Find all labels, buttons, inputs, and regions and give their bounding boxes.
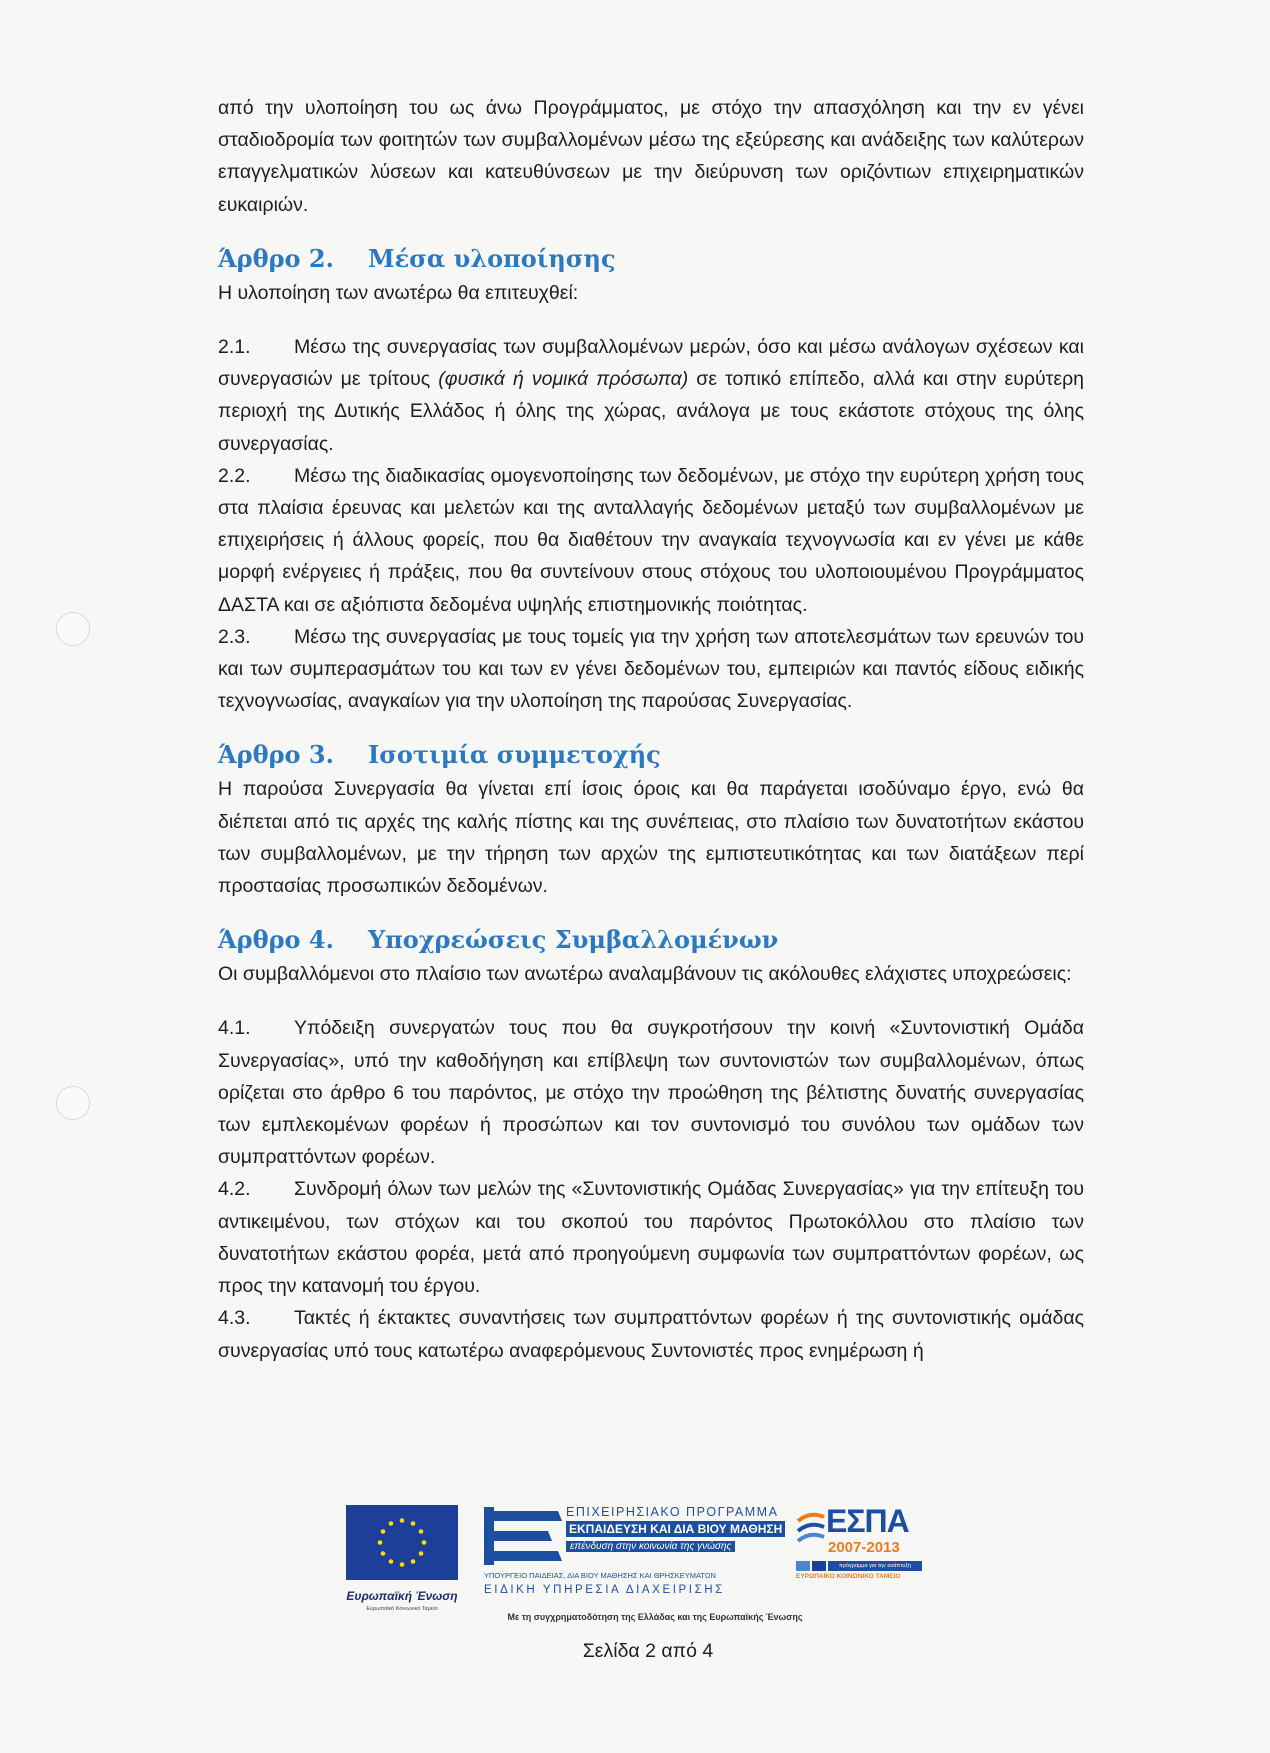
article-4-lead: Οι συμβαλλόμενοι στο πλαίσιο των ανωτέρω αναλαμβάνουν τις ακόλουθες ελάχιστες υποχρεώσεις: (218, 963, 1072, 986)
article-number: Άρθρο 3. (218, 740, 334, 770)
clause-4-3 (218, 1302, 1084, 1366)
article-title: Μέσα υλοποίησης (368, 243, 616, 273)
eu-flag-logo (346, 1505, 458, 1580)
article-title: Ισοτιμία συμμετοχής (368, 740, 661, 770)
clause-text: Μέσω της συνεργασίας με τους τομείς για την χρήση των αποτελεσμάτων των ερευνών του και των συμπερασμάτων του και των εν γένει δεδομένων του, εμπειριών και παντός είδους ειδικής τεχνογνωσίας, αναγκαίων για την υλοποίηση της παρούσας Συνεργασίας. (218, 625, 1084, 713)
program-name: ΕΚΠΑΙΔΕΥΣΗ ΚΑΙ ΔΙΑ ΒΙΟΥ ΜΑΘΗΣΗ (566, 1521, 785, 1537)
punch-hole-top (56, 612, 90, 646)
cofunding-note: Με τη συγχρηματοδότηση της Ελλάδας και της Ευρωπαϊκής Ένωσης (507, 1612, 803, 1622)
clause-2-3 (218, 621, 1084, 718)
espa-years: 2007-2013 (828, 1539, 900, 1556)
article-number: Άρθρο 2. (218, 243, 334, 273)
article-number: Άρθρο 4. (218, 925, 334, 955)
ministry-name: ΥΠΟΥΡΓΕΙΟ ΠΑΙΔΕΙΑΣ, ΔΙΑ ΒΙΟΥ ΜΑΘΗΣΗΣ ΚΑΙ ΘΡΗΣΚΕΥΜΑΤΩΝ (484, 1571, 716, 1580)
espa-bar-text: πρόγραμμα για την ανάπτυξη (828, 1561, 922, 1571)
clause-text: Τακτές ή έκτακτες συναντήσεις των συμπραττόντων φορέων ή της συντονιστικής ομάδας συνεργασίας υπό τους κατωτέρω αναφερόμενους Συντονιστές προς ενημέρωση ή (218, 1307, 1084, 1362)
clause-text: Υπόδειξη συνεργατών τους που θα συγκροτήσουν την κοινή «Συντονιστική Ομάδα Συνεργασίας», υπό την καθοδήγηση και επίβλεψη των συντονιστών των συμβαλλομένων, όπως ορίζεται στο άρθρο 6 του παρόντος, με στόχο την προώθηση της βέλτιστης δυνατής συνεργασίας των εμπλεκομένων φορέων ή προσώπων και τον συντονισμό του συνόλου των ομάδων των συμπραττόντων φορέων. (218, 1017, 1084, 1169)
page-number: Σελίδα 2 από 4 (582, 1640, 714, 1662)
clause-number: 4.3. (218, 1307, 251, 1330)
article-2-lead: Η υλοποίηση των ανωτέρω θα επιτευχθεί: (218, 281, 579, 304)
program-label: ΕΠΙΧΕΙΡΗΣΙΑΚΟ ΠΡΟΓΡΑΜΜΑ (566, 1505, 779, 1519)
espa-logo (796, 1505, 926, 1585)
article-3-text: Η παρούσα Συνεργασία θα γίνεται επί ίσοις όροις και θα παράγεται ισοδύναμο έργο, ενώ θα διέπεται από τις αρχές της καλής πίστης και της συνέπειας, στο πλαίσιο των δυνατοτήτων εκάστου των συμβαλλομένων, με την τήρηση των αρχών της εμπιστευτικότητας και των διατάξεων περί προστασίας προσωπικών δεδομένων. (218, 778, 1084, 898)
clause-number: 4.2. (218, 1178, 251, 1201)
clause-4-2 (218, 1173, 1084, 1302)
intro-paragraph: από την υλοποίηση του ως άνω Προγράμματος, με στόχο την απασχόληση και την εν γένει σταδιοδρομία των φοιτητών των συμβαλλομένων μέσω της εξεύρεσης και ανάδειξης των καλύτερων επαγγελματικών λύσεων και κατευθύνσεων με την διεύρυνση των οριζόντιων επιχειρηματικών ευκαιριών. (218, 97, 1084, 216)
espa-fund-name: ΕΥΡΩΠΑΪΚΟ ΚΟΙΝΩΝΙΚΟ ΤΑΜΕΙΟ (796, 1573, 901, 1580)
punch-hole-bottom (56, 1086, 90, 1120)
clause-text: Συνδρομή όλων των μελών της «Συντονιστικής Ομάδας Συνεργασίας» για την επίτευξη του αντικειμένου, των στόχων και του σκοπού του παρόντος Πρωτοκόλλου στο πλαίσιο των δυνατοτήτων εκάστου φορέα, μετά από προηγούμενη συμφωνία των συμπραττόντων φορέων, ως προς την κατανομή του έργου. (218, 1178, 1084, 1298)
managing-authority: ΕΙΔΙΚΗ ΥΠΗΡΕΣΙΑ ΔΙΑΧΕΙΡΙΣΗΣ (484, 1584, 725, 1596)
education-program-icon (484, 1507, 562, 1565)
article-3-heading (218, 737, 1084, 773)
article-title: Υποχρεώσεις Συμβαλλομένων (368, 925, 779, 955)
document-body (218, 92, 1084, 1367)
article-2-heading (218, 241, 1084, 277)
education-program-logo (484, 1505, 784, 1615)
funding-logos (346, 1505, 926, 1625)
clause-text: Μέσω της συνεργασίας των συμβαλλομένων μερών, όσο και μέσω ανάλογων σχέσεων και συνεργασιών με τρίτους (218, 336, 1084, 391)
eu-flag-icon (812, 1561, 826, 1571)
clause-text-italic: (φυσικά ή νομικά πρόσωπα) (438, 368, 689, 391)
article-4-heading (218, 922, 1084, 958)
clause-4-1 (218, 1012, 1084, 1173)
eu-name: Ευρωπαϊκή Ένωση (346, 1589, 458, 1603)
espa-name: ΕΣΠΑ (826, 1503, 909, 1539)
espa-bar (796, 1561, 922, 1571)
greek-flag-icon (796, 1561, 810, 1571)
clause-text: σε τοπικό επίπεδο, αλλά και στην ευρύτερη περιοχή της Δυτικής Ελλάδος ή όλης της χώρας, ανάλογα με τους εκάστοτε στόχους της όλης συνεργασίας. (218, 368, 1085, 455)
clause-number: 2.3. (218, 625, 251, 648)
clause-2-2 (218, 460, 1084, 621)
eu-fund-name: Ευρωπαϊκό Κοινωνικό Ταμείο (366, 1606, 438, 1612)
clause-number: 2.1. (218, 336, 251, 359)
clause-number: 4.1. (218, 1017, 251, 1040)
program-motto: επένδυση στην κοινωνία της γνώσης (566, 1541, 735, 1552)
espa-waves-icon (796, 1509, 826, 1549)
clause-number: 2.2. (218, 464, 251, 487)
clause-2-1 (218, 331, 1084, 460)
clause-text: Μέσω της διαδικασίας ομογενοποίησης των δεδομένων, με στόχο την ευρύτερη χρήση τους στα πλαίσια έρευνας και μελετών και της ανταλλαγής δεδομένων μεταξύ των συμβαλλομένων με επιχειρήσεις ή άλλους φορείς, που θα διαθέτουν την αναγκαία τεχνογνωσία και εν γένει με κάθε μορφή ενέργειες ή πράξεις, που θα συντείνουν στους στόχους του υλοποιουμένου Προγράμματος ΔΑΣΤΑ και σε αξιόπιστα δεδομένα υψηλής επιστημονικής ποιότητας. (218, 464, 1084, 616)
